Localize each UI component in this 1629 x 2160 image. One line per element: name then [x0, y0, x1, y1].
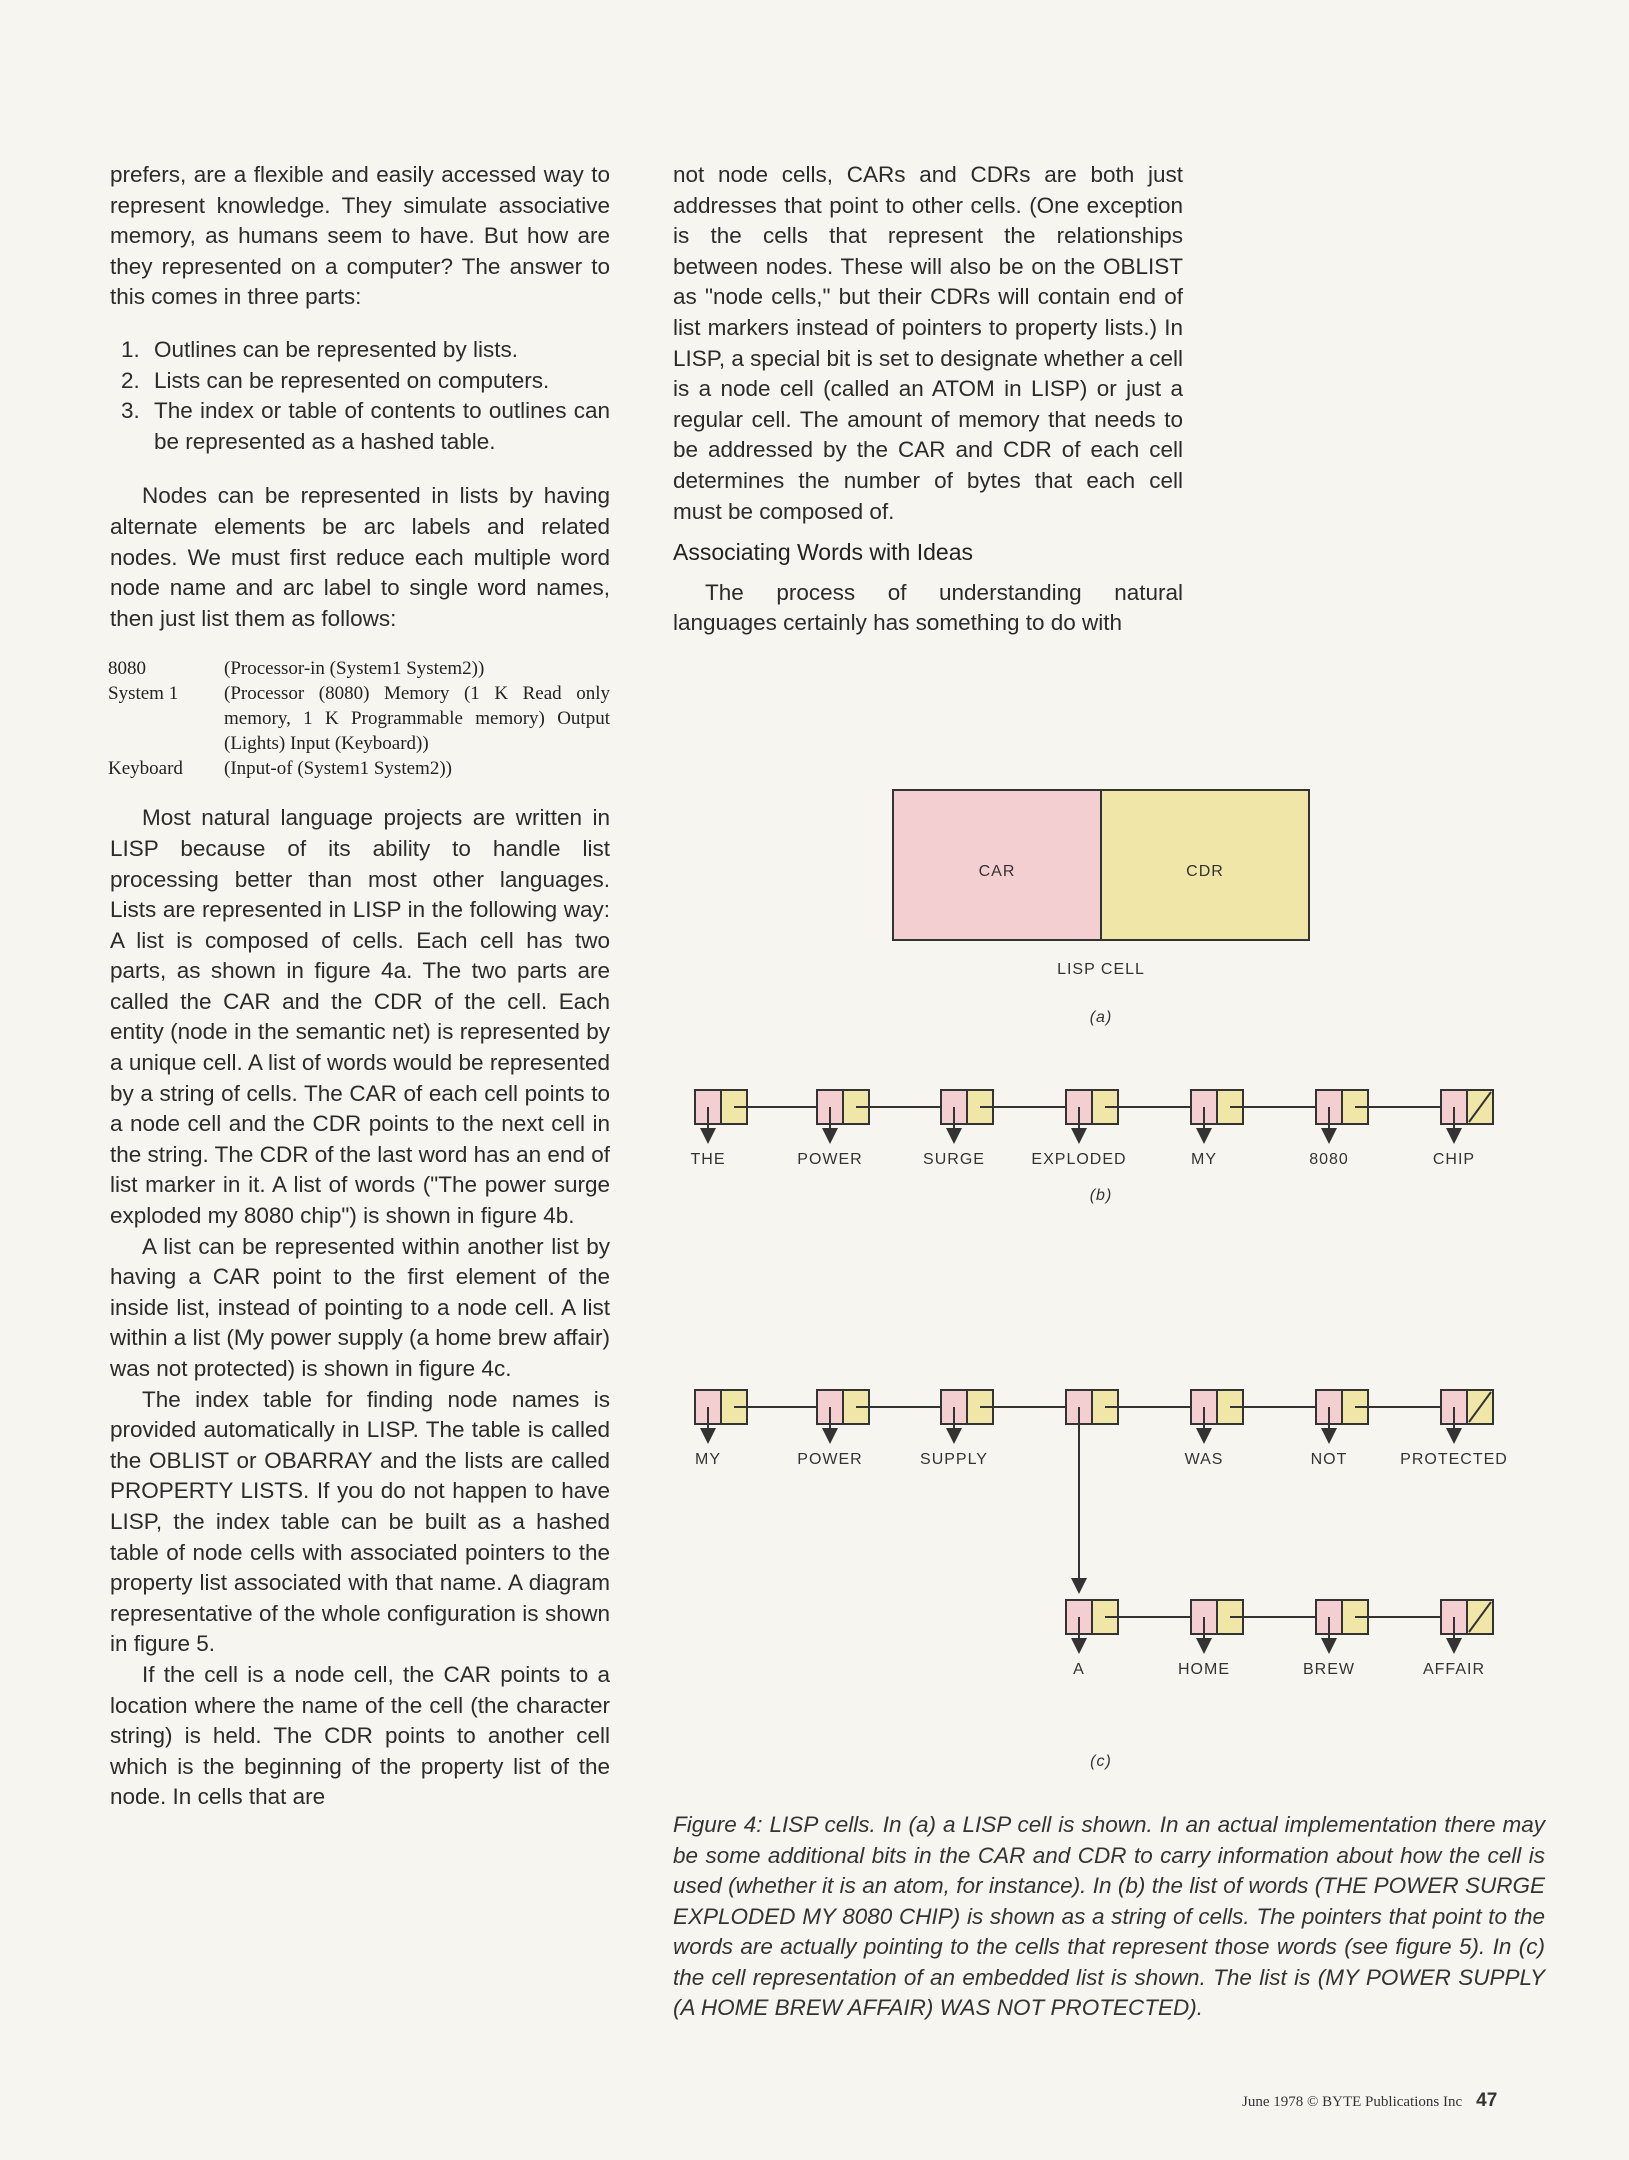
- figure-caption: Figure 4: LISP cells. In (a) a LISP cell is shown. In an actual implementation there may be some additional bits in the CAR and CDR to carry information about how the cell is used (whether it is an atom, for instance). In (b) the list of words (THE POWER SURGE EXPLODED MY 8080 CHIP) is shown as a string of cells. The pointers that point to the words are actually pointing to the cells that represent those words (see figure 5). In (c) the cell representation of an embedded list is shown. The list is (MY POWER SUPPLY (A HOME BREW AFFAIR) WAS NOT PROTECTED).: [673, 1812, 1545, 2020]
- example-value: (Processor-in (System1 System2)): [224, 658, 485, 680]
- example-key: Keyboard: [108, 758, 183, 780]
- figure-c-sub-word: A: [1073, 1661, 1085, 1678]
- example-key: System 1: [108, 683, 179, 705]
- list-item: 3. The index or table of contents to outlines can be represented as a hashed table.: [146, 396, 610, 457]
- intro-paragraph: prefers, are a flexible and easily accessed way to represent knowledge. They simulate associative memory, as humans seem to have. But how are they represented on a computer? The answer to this comes in three parts:: [110, 162, 610, 310]
- list-item: 2. Lists can be represented on computers.: [146, 366, 610, 397]
- nested-list-paragraph: A list can be represented within another list by having a CAR point to the first element of the inside list, instead of pointing to a node cell. A list within a list (My power supply (a home brew affair) was not protected) is shown in figure 4c.: [110, 1233, 610, 1381]
- figure-b-word: THE: [690, 1151, 726, 1168]
- example-row: [108, 681, 610, 756]
- right-column: [673, 160, 1183, 639]
- example-listing: [108, 656, 610, 781]
- figure-b-word: SURGE: [923, 1151, 985, 1168]
- parts-list: [110, 335, 610, 457]
- example-key: 8080: [108, 658, 146, 680]
- figure-c-word: MY: [695, 1451, 721, 1468]
- lisp-cell-label: LISP CELL: [1057, 961, 1145, 978]
- figure-b-word: 8080: [1309, 1151, 1349, 1168]
- index-table-paragraph: The index table for finding node names is provided automatically in LISP. The table is called the OBLIST or OBARRAY and the lists are called PROPERTY LISTS. If you do not happen to have LISP, the index table can be built as a hashed table of node cells with associated pointers to the property list associated with that name. A diagram representative of the whole configuration is shown in figure 5.: [110, 1386, 610, 1657]
- lisp-paragraph: Most natural language projects are written in LISP because of its ability to handle list processing better than most other languages. Lists are represented in LISP in the following way: A list is composed of cells. Each cell has two parts, as shown in figure 4a. The two parts are called the CAR and the CDR of the cell. Each entity (node in the semantic net) is represented by a unique cell. A list of words would be represented by a string of cells. The CAR of each cell points to a node cell and the CDR points to the next cell in the string. The CDR of the last word has an end of list marker in it. A list of words ("The power surge exploded my 8080 chip") is shown in figure 4b.: [110, 805, 610, 1229]
- figure-b-word: POWER: [797, 1151, 863, 1168]
- associating-paragraph: The process of understanding natural languages certainly has something to do with: [673, 579, 1183, 636]
- figure-4-diagram: [673, 780, 1533, 1800]
- example-value: (Input-of (System1 System2)): [224, 758, 452, 780]
- page-number: 47: [1476, 2090, 1498, 2111]
- nodes-paragraph: Nodes can be represented in lists by having alternate elements be arc labels and related nodes. We must first reduce each multiple word node name and arc label to single word names, then just list them as follows:: [110, 483, 610, 631]
- figure-b-word: EXPLODED: [1031, 1151, 1127, 1168]
- figure-c-word: NOT: [1310, 1451, 1348, 1468]
- figure-c-sub-word: HOME: [1178, 1661, 1230, 1678]
- figure-b-word: MY: [1191, 1151, 1217, 1168]
- example-value: (Processor (8080) Memory (1 K Read only memory, 1 K Programmable memory) Output (Lights) Input (Keyboard)): [224, 683, 610, 755]
- section-heading: Associating Words with Ideas: [673, 539, 973, 566]
- figure-a-label: (a): [1089, 1009, 1113, 1026]
- car-label: CAR: [978, 863, 1016, 880]
- node-cell-paragraph: If the cell is a node cell, the CAR points to a location where the name of the cell (the character string) is held. The CDR points to another cell which is the beginning of the property list of the node. In cells that are: [110, 1661, 610, 1810]
- figure-c-word: SUPPLY: [920, 1451, 988, 1468]
- figure-c-label: (c): [1090, 1753, 1112, 1770]
- figure-c-word: PROTECTED: [1400, 1451, 1508, 1468]
- example-row: [108, 656, 610, 681]
- continued-paragraph: not node cells, CARs and CDRs are both just addresses that point to other cells. (One exception is the cells that represent the relationships between nodes. These will also be on the OBLIST as "node cells," but their CDRs will contain end of list markers instead of pointers to property lists.) In LISP, a special bit is set to designate whether a cell is a node cell (called an ATOM in LISP) or just a regular cell. The amount of memory that needs to be addressed by the CAR and CDR of each cell determines the number of bytes that each cell must be composed of.: [673, 162, 1183, 524]
- figure-c-word: POWER: [797, 1451, 863, 1468]
- figure-b-word: CHIP: [1432, 1151, 1476, 1168]
- list-item: 1. Outlines can be represented by lists.: [146, 335, 610, 366]
- figure-b-label: (b): [1089, 1187, 1113, 1204]
- left-column: [110, 160, 610, 1813]
- cdr-label: CDR: [1186, 863, 1224, 880]
- figure-c-sub-word: BREW: [1303, 1661, 1355, 1678]
- publication-credit: June 1978 © BYTE Publications Inc: [1242, 2094, 1463, 2110]
- example-row: [108, 756, 610, 781]
- figure-c-word: WAS: [1184, 1451, 1224, 1468]
- page-footer: [1242, 2090, 1497, 2112]
- figure-c-sub-word: AFFAIR: [1422, 1661, 1486, 1678]
